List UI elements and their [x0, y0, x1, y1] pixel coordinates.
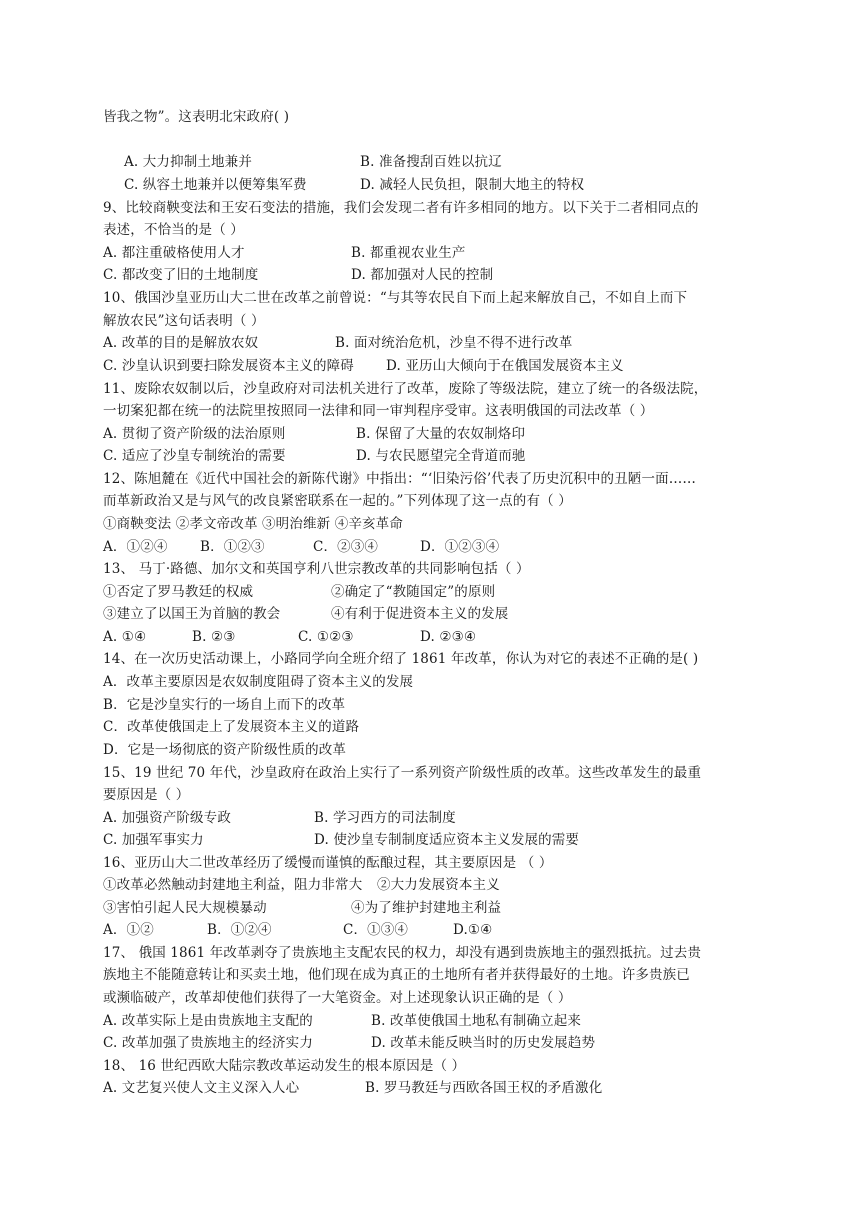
answer-option: A. 改革的目的是解放农奴: [103, 335, 259, 351]
text-line: B．它是沙皇实行的一场自上而下的改革: [103, 697, 346, 713]
text-line: D．它是一场彻底的资产阶级性质的改革: [103, 742, 347, 758]
text-line: A．改革主要原因是农奴制度阻碍了资本主义的发展: [103, 674, 414, 690]
text-line: 9、比较商鞅变法和王安石变法的措施，我们会发现二者有许多相同的地方。以下关于二者相同点的: [103, 200, 699, 216]
text-line: 而革新政治又是与风气的改良紧密联系在一起的。”下列体现了这一点的有（ ）: [103, 493, 572, 509]
answer-option: A. ①④: [103, 629, 147, 645]
answer-option: ②确定了“教随国定”的原则: [331, 584, 496, 600]
answer-option: B. 改革使俄国土地私有制确立起来: [371, 1013, 582, 1029]
text-line: 或濒临破产，改革却使他们获得了一大笔资金。对上述现象认识正确的是（ ）: [103, 990, 572, 1006]
answer-option: C. 适应了沙皇专制统治的需要: [103, 448, 286, 464]
answer-option: C. 都改变了旧的土地制度: [103, 267, 259, 283]
answer-option: ③害怕引起人民大规模暴动: [103, 900, 267, 916]
text-line: 14、在一次历史活动课上，小路同学向全班介绍了 1861 年改革，你认为对它的表述不正确的是( ): [103, 651, 699, 667]
answer-option: B. ②③: [192, 629, 236, 645]
answer-option: B．①②③: [200, 539, 265, 555]
answer-option: ②大力发展资本主义: [377, 877, 500, 893]
answer-option: C．①③④: [343, 922, 409, 938]
answer-option: A. 都注重破格使用人才: [103, 245, 245, 261]
text-line: 12、陈旭麓在《近代中国社会的新陈代谢》中指出：“‘旧染污俗’代表了历史沉积中的丑陋一面……: [103, 471, 697, 487]
answer-option: ①改革必然触动封建地主利益，阻力非常大: [103, 877, 363, 893]
answer-option: D. 亚历山大倾向于在俄国发展资本主义: [386, 358, 624, 374]
text-line: ①商鞅变法 ②孝文帝改革 ③明治维新 ④辛亥革命: [103, 516, 403, 532]
answer-option: D. 使沙皇专制制度适应资本主义发展的需要: [314, 832, 580, 848]
answer-option: ③建立了以国王为首脑的教会: [103, 606, 281, 622]
text-line: 13、 马丁·路德、加尔文和英国亨利八世宗教改革的共同影响包括（ ）: [103, 561, 530, 577]
answer-option: B. 保留了大量的农奴制烙印: [356, 426, 526, 442]
text-line: 10、俄国沙皇亚历山大二世在改革之前曾说：“与其等农民自下而上起来解放自己，不如自上而下: [103, 290, 688, 306]
answer-option: ④有利于促进资本主义的发展: [331, 606, 509, 622]
answer-option: D.①④: [453, 922, 493, 938]
answer-option: A. 改革实际上是由贵族地主支配的: [103, 1013, 313, 1029]
answer-option: A. 贯彻了资产阶级的法治原则: [103, 426, 286, 442]
answer-option: C. 沙皇认识到要扫除发展资本主义的障碍: [103, 358, 354, 374]
answer-option: D. 都加强对人民的控制: [351, 267, 494, 283]
answer-option: A．①②: [103, 922, 154, 938]
text-line: 表述，不恰当的是（ ）: [103, 222, 244, 238]
answer-option: C. 纵容土地兼并以便筹集军费: [124, 177, 307, 193]
text-line: 皆我之物”。这表明北宋政府( ): [103, 109, 290, 125]
text-line: 18、 16 世纪西欧大陆宗教改革运动发生的根本原因是（ ）: [103, 1058, 466, 1074]
answer-option: B. 面对统治危机，沙皇不得不进行改革: [335, 335, 573, 351]
answer-option: A．①②④: [103, 539, 168, 555]
answer-option: D. 减轻人民负担，限制大地主的特权: [360, 177, 585, 193]
text-line: 15、19 世纪 70 年代，沙皇政府在政治上实行了一系列资产阶级性质的改革。这些改革发生的最重: [103, 765, 702, 781]
text-line: 17、 俄国 1861 年改革剥夺了贵族地主支配农民的权力，却没有遇到贵族地主的强烈抵抗。过去贵: [103, 945, 702, 961]
answer-option: C. ①②③: [298, 629, 354, 645]
answer-option: D. 改革未能反映当时的历史发展趋势: [371, 1035, 596, 1051]
text-line: 解放农民”这句话表明（ ）: [103, 313, 265, 329]
text-line: 16、亚历山大二世改革经历了缓慢而谨慎的酝酿过程，其主要原因是 （ ）: [103, 855, 553, 871]
answer-option: B. 罗马教廷与西欧各国王权的矛盾激化: [365, 1080, 603, 1096]
answer-option: ①否定了罗马教廷的权威: [103, 584, 254, 600]
answer-option: A. 文艺复兴使人文主义深入人心: [103, 1080, 300, 1096]
answer-option: C. 改革加强了贵族地主的经济实力: [103, 1035, 313, 1051]
answer-option: B. 学习西方的司法制度: [314, 810, 456, 826]
answer-option: D．①②③④: [420, 539, 500, 555]
text-line: 要原因是（ ）: [103, 787, 190, 803]
answer-option: B．①②④: [207, 922, 272, 938]
text-line: 11、废除农奴制以后，沙皇政府对司法机关进行了改革，废除了等级法院，建立了统一的各级法院，: [103, 381, 708, 397]
answer-option: B. 都重视农业生产: [351, 245, 466, 261]
text-line: 一切案犯都在统一的法院里按照同一法律和同一审判程序受审。这表明俄国的司法改革（ ）: [103, 403, 654, 419]
answer-option: ④为了维护封建地主利益: [351, 900, 502, 916]
text-line: C．改革使俄国走上了发展资本主义的道路: [103, 719, 360, 735]
answer-option: D. ②③④: [420, 629, 477, 645]
text-line: 族地主不能随意转让和买卖土地，他们现在成为真正的土地所有者并获得最好的土地。许多贵族已: [103, 967, 690, 983]
answer-option: A. 加强资产阶级专政: [103, 810, 231, 826]
answer-option: A. 大力抑制土地兼并: [124, 154, 252, 170]
answer-option: C．②③④: [313, 539, 379, 555]
answer-option: B. 准备搜刮百姓以抗辽: [360, 154, 502, 170]
answer-option: C. 加强军事实力: [103, 832, 204, 848]
answer-option: D. 与农民愿望完全背道而驰: [356, 448, 526, 464]
